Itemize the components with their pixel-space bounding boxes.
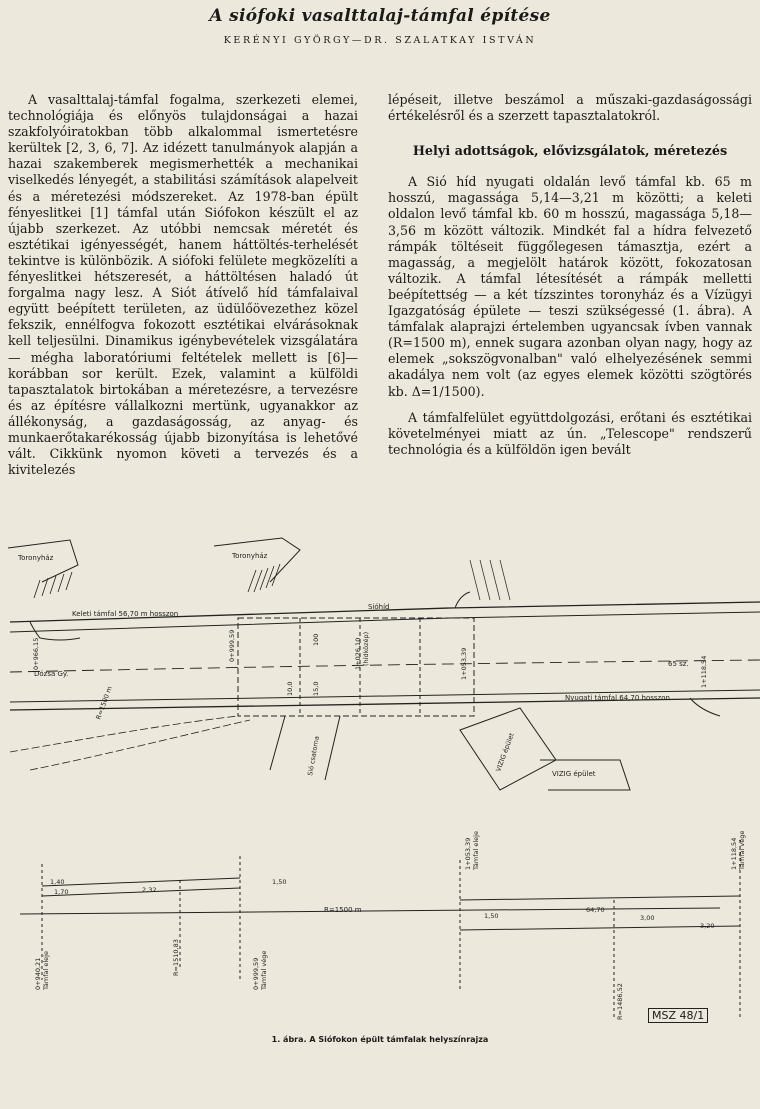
paragraph-intro: A vasalttalaj-támfal fogalma, szerkezeti elemei, technológiája és előnyös tulajdonságai a hazai szakfolyóiratokban több alkalommal ismertetésre kerültek [2, 3, 6, 7]. Az idézett tanulmányok alapján a hazai szakemberek megismerhették a mechanikai viselkedés lényegét, a stabilitási számítások alapelveit és a méretezési módszereket. Az 1978-ban épült fényeslitkei [1] támfal után Siófokon készült el az újabb szerkezet. Az utóbbi nemcsak méretét és esztétikai igényességét, hanem háttöltés-terhelését tekintve is különbözik. A siófoki felülete megközelíti a fényeslitkei hétszeresét, a háttöltésen haladó út forgalma nagy lesz. A Siót átívelő híd támfalaival együtt beépített területen, az üdülőövezethez közel fekszik, ennélfogva fokozott esztétikai elvárásoknak kell teljesülni. Dinamikus igénybevételek vizsgálatára — mégha laboratóriumi feltételek mellett is [6]—korábban sor került. Ezek, valamint a külföldi tapasztalatok birtokában a méretezésre, a tervezésre és az építésre vállalkozni mertünk, ugyanakkor az állékonyság, a gazdaságosság, az anyag- és munkaerőtakarékosság újabb bizonyítása is lehetővé vált. Cikkünk nyomon követi a tervezés és a kivitelezés <box>8 92 358 478</box>
detail-dim-232: 2,32 <box>142 886 157 894</box>
sio-bridge-label: Sióhíd <box>368 603 390 611</box>
detail-station-094021: 0+940,21 <box>34 957 42 990</box>
paragraph-technology: A támfalfelület együttdolgozási, erőtani és esztétikai követelményei miatt az ún. „Telescope" rendszerű technológia és a külföldön igen bevált <box>388 409 752 457</box>
paragraph-local-conditions: A Sió híd nyugati oldalán levő támfal kb. 65 m hosszú, magassága 5,14—3,21 m közötti; a keleti oldalon levő támfal kb. 60 m hosszú, magassága 5,18—3,56 m között változik. Mindkét fal a hídra felvezető rámpák töltéseit függőlegesen támasztja, ezért a magasság, a megjelölt határok között, fokozatosan változik. A támfal létesítését a rámpák melletti beépítettség — a két tízszintes toronyház és a Vízügyi Igazgatóság épülete — teszi szükségessé (1. ábra). A támfalak alaprajzi értelemben ugyancsak ívben vannak (R=1500 m), ennek sugara azonban olyan nagy, hogy az elemek „sokszögvonalban" való elhelyezésének semmi akadálya nem volt (az egyes elemek közötti szögtörés kb. Δ=1/1500). <box>388 174 752 399</box>
detail-wall-upper <box>42 878 240 886</box>
sio-canal-label: Sió csatorna <box>306 735 321 777</box>
detail-radius-151083: R=1510,83 <box>172 939 180 976</box>
detail-dim-150: 1,50 <box>272 878 287 886</box>
dimension-150: 15,0 <box>312 681 320 696</box>
tower-label-2: Toronyház <box>232 552 268 560</box>
paragraph-continuation: lépéseit, illetve beszámol a műszaki-gazdaságossági értékelésről és a szerzett tapasztalatokról. <box>388 92 752 124</box>
station-099659: 0+999,59 <box>228 629 236 662</box>
detail-dim-170: 1,70 <box>54 888 69 896</box>
text-column-left <box>8 92 358 478</box>
hatching-upper-right <box>470 560 510 600</box>
detail-axis <box>20 908 720 914</box>
detail-station-111854-note: Támfal vége <box>738 830 746 870</box>
detail-dim-320: 3,20 <box>700 922 715 930</box>
tower-building-2 <box>214 538 300 582</box>
sio-canal-edge-1 <box>270 716 285 770</box>
detail-radius-label: R=1500 m <box>324 906 362 914</box>
article-title: A siófoki vasalttalaj-támfal építése <box>209 6 551 26</box>
detail-dim-6470: 64,70 <box>586 906 605 914</box>
detail-dim-r150: 1,50 <box>484 912 499 920</box>
dimension-100: 10,0 <box>286 681 294 696</box>
embankment-lines <box>10 716 250 770</box>
station-1000: 100 <box>312 633 320 646</box>
detail-station-111854: 1+118,54 <box>730 837 738 870</box>
detail-station-105339: 1+053,39 <box>464 837 472 870</box>
standard-mark: MSZ 48/1 <box>648 1008 708 1023</box>
detail-station-099659-note: Támfal vége <box>260 950 268 990</box>
figure-caption: 1. ábra. A Siófokon épült támfalak helyszínrajza <box>271 1035 489 1044</box>
road-65-label: 65 sz. <box>668 660 689 668</box>
ramp-curve-west <box>690 698 720 716</box>
detail-dim-140: 1,40 <box>50 878 65 886</box>
detail-station-105339-note: Támfal eleje <box>472 831 480 870</box>
station-102610-note: (hídközép) <box>362 631 370 666</box>
tower-label-1: Toronyház <box>18 554 54 562</box>
road-centerline <box>10 660 760 672</box>
station-105339: 1+053,39 <box>460 647 468 680</box>
detail-dim-300: 3,00 <box>640 914 655 922</box>
dozsa-road-label: Dózsa Gy. <box>34 670 69 678</box>
vizig-label-1: VIZIG épület <box>494 731 516 773</box>
station-102610: 1+026,10 <box>354 637 362 670</box>
section-heading: Helyi adottságok, elővizsgálatok, méretezés <box>412 144 728 160</box>
sio-canal-edge-2 <box>325 716 340 780</box>
site-plan-figure <box>0 520 760 1032</box>
radius-plan-label: R=1500 m <box>94 685 114 721</box>
detail-station-099659: 0+999,59 <box>252 957 260 990</box>
article-authors: KERÉNYI GYÖRGY—DR. SZALATKAY ISTVÁN <box>223 35 537 46</box>
west-wall-label: Nyugati támfal 64,70 hosszon <box>565 694 670 702</box>
detail-wall-lower <box>42 888 240 896</box>
station-096615: 0+966,15 <box>32 637 40 670</box>
detail-wall-right-lower <box>460 926 740 930</box>
detail-wall-right-upper <box>460 896 740 900</box>
detail-station-094021-note: Támfal eleje <box>42 951 50 990</box>
east-wall-label: Keleti támfal 56,70 m hosszon <box>72 610 179 618</box>
hatching-tower-2 <box>248 564 280 592</box>
vizig-label-2: VIZIG épület <box>552 770 596 778</box>
station-111854: 1+118,54 <box>700 655 708 688</box>
detail-radius-148652: R=1486,52 <box>616 983 624 1020</box>
hatching-tower-1 <box>34 572 72 598</box>
text-column-right <box>388 92 752 458</box>
